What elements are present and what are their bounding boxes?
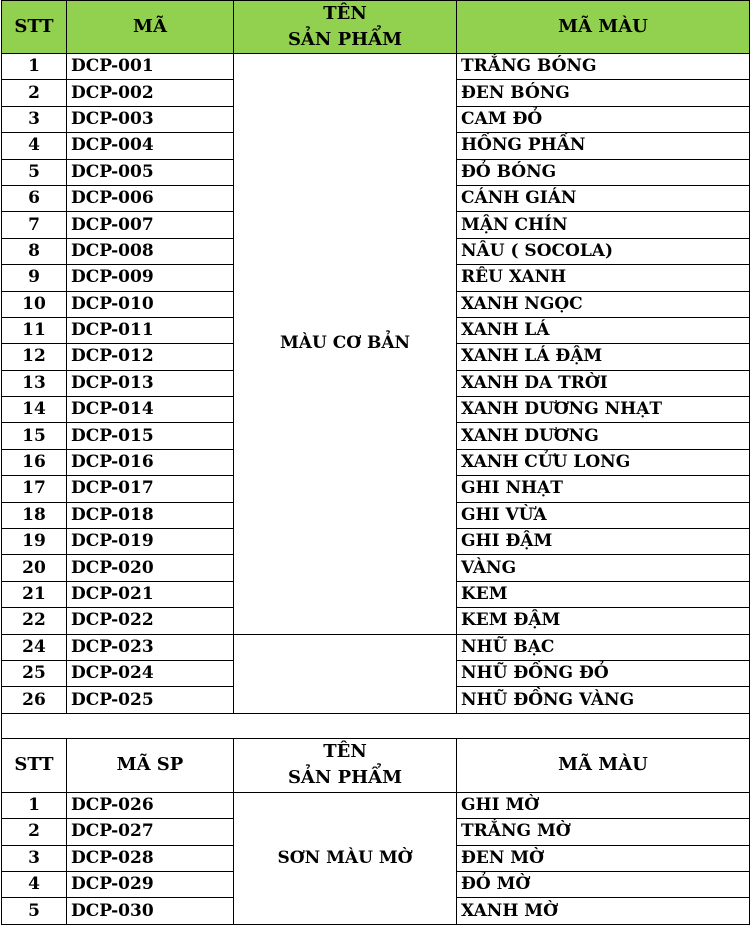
color-code-table	[1, 0, 750, 714]
row-color-name: TRẮNG MỜ	[457, 819, 750, 845]
row-color-name: RÊU XANH	[457, 265, 750, 291]
row-code: DCP-017	[67, 476, 234, 502]
row-stt: 3	[2, 106, 67, 132]
row-color-name: XANH LÁ	[457, 317, 750, 343]
row-code: DCP-013	[67, 370, 234, 396]
row-code: DCP-010	[67, 291, 234, 317]
row-code: DCP-011	[67, 317, 234, 343]
row-stt: 10	[2, 291, 67, 317]
header-product-name-line1: TÊN	[323, 741, 367, 763]
header-color-code: MÃ MÀU	[457, 738, 750, 792]
row-stt: 5	[2, 159, 67, 185]
row-code: DCP-003	[67, 106, 234, 132]
row-code: DCP-027	[67, 819, 234, 845]
spacer-row	[2, 714, 750, 739]
row-code: DCP-008	[67, 238, 234, 264]
row-color-name: TRẮNG BÓNG	[457, 54, 750, 80]
row-color-name: GHI NHẠT	[457, 476, 750, 502]
row-stt: 15	[2, 423, 67, 449]
row-color-name: MẬN CHÍN	[457, 212, 750, 238]
row-color-name: XANH CỬU LONG	[457, 449, 750, 475]
row-code: DCP-022	[67, 608, 234, 634]
row-code: DCP-026	[67, 792, 234, 818]
row-code: DCP-002	[67, 80, 234, 106]
header-stt: STT	[2, 738, 67, 792]
header-product-name	[234, 1, 457, 54]
table-row	[2, 792, 750, 818]
row-stt: 5	[2, 898, 67, 924]
header-product-name-line1: TÊN	[323, 3, 367, 24]
row-stt: 9	[2, 265, 67, 291]
row-stt: 2	[2, 819, 67, 845]
product-name-cell: SƠN MÀU MỜ	[234, 792, 457, 924]
row-stt: 1	[2, 792, 67, 818]
row-code: DCP-019	[67, 529, 234, 555]
product-name-cell	[234, 634, 457, 713]
row-code: DCP-024	[67, 660, 234, 686]
row-stt: 21	[2, 581, 67, 607]
row-stt: 1	[2, 54, 67, 80]
row-stt: 4	[2, 133, 67, 159]
row-stt: 7	[2, 212, 67, 238]
row-stt: 12	[2, 344, 67, 370]
row-code: DCP-007	[67, 212, 234, 238]
header-code: MÃ SP	[67, 738, 234, 792]
row-stt: 13	[2, 370, 67, 396]
row-stt: 6	[2, 185, 67, 211]
row-code: DCP-018	[67, 502, 234, 528]
table-header-row	[2, 738, 750, 792]
row-color-name: NHŨ ĐỒNG VÀNG	[457, 687, 750, 713]
row-stt: 17	[2, 476, 67, 502]
row-color-name: NHŨ ĐỒNG ĐỎ	[457, 660, 750, 686]
row-color-name: GHI VỪA	[457, 502, 750, 528]
row-color-name: HỒNG PHẤN	[457, 133, 750, 159]
header-color-code: MÃ MÀU	[457, 1, 750, 54]
row-stt: 25	[2, 660, 67, 686]
row-code: DCP-030	[67, 898, 234, 924]
row-code: DCP-021	[67, 581, 234, 607]
row-code: DCP-025	[67, 687, 234, 713]
row-code: DCP-020	[67, 555, 234, 581]
row-code: DCP-006	[67, 185, 234, 211]
row-color-name: XANH DA TRỜI	[457, 370, 750, 396]
table-header-row	[2, 1, 750, 54]
row-color-name: XANH MỜ	[457, 898, 750, 924]
header-product-name-line2: SẢN PHẨM	[287, 29, 403, 50]
row-color-name: XANH LÁ ĐẬM	[457, 344, 750, 370]
row-stt: 8	[2, 238, 67, 264]
row-color-name: XANH DƯƠNG	[457, 423, 750, 449]
row-code: DCP-005	[67, 159, 234, 185]
row-color-name: ĐỎ BÓNG	[457, 159, 750, 185]
row-code: DCP-001	[67, 54, 234, 80]
row-code: DCP-004	[67, 133, 234, 159]
row-color-name: KEM ĐẬM	[457, 608, 750, 634]
row-stt: 4	[2, 871, 67, 897]
row-stt: 20	[2, 555, 67, 581]
row-stt: 26	[2, 687, 67, 713]
row-code: DCP-029	[67, 871, 234, 897]
row-stt: 18	[2, 502, 67, 528]
row-stt: 14	[2, 397, 67, 423]
row-code: DCP-028	[67, 845, 234, 871]
row-color-name: NÂU ( SOCOLA)	[457, 238, 750, 264]
row-code: DCP-015	[67, 423, 234, 449]
row-color-name: CÁNH GIÁN	[457, 185, 750, 211]
row-color-name: XANH DƯƠNG NHẠT	[457, 397, 750, 423]
table-row	[2, 634, 750, 660]
row-color-name: CAM ĐỎ	[457, 106, 750, 132]
row-color-name: ĐEN BÓNG	[457, 80, 750, 106]
row-stt: 24	[2, 634, 67, 660]
row-code: DCP-023	[67, 634, 234, 660]
header-product-name-line2: SẢN PHẨM	[287, 767, 403, 789]
product-name-cell: MÀU CƠ BẢN	[234, 54, 457, 635]
header-stt: STT	[2, 1, 67, 54]
row-stt: 22	[2, 608, 67, 634]
row-color-name: GHI ĐẬM	[457, 529, 750, 555]
row-stt: 11	[2, 317, 67, 343]
row-color-name: KEM	[457, 581, 750, 607]
row-color-name: XANH NGỌC	[457, 291, 750, 317]
header-product-name	[234, 738, 457, 792]
row-stt: 16	[2, 449, 67, 475]
row-color-name: NHŨ BẠC	[457, 634, 750, 660]
row-code: DCP-014	[67, 397, 234, 423]
row-color-name: GHI MỜ	[457, 792, 750, 818]
row-code: DCP-016	[67, 449, 234, 475]
row-color-name: ĐEN MỜ	[457, 845, 750, 871]
row-stt: 19	[2, 529, 67, 555]
table-row	[2, 54, 750, 80]
row-code: DCP-012	[67, 344, 234, 370]
matte-paint-table	[1, 714, 750, 925]
row-color-name: VÀNG	[457, 555, 750, 581]
row-color-name: ĐỎ MỜ	[457, 871, 750, 897]
header-code: MÃ	[67, 1, 234, 54]
row-stt: 3	[2, 845, 67, 871]
row-stt: 2	[2, 80, 67, 106]
row-code: DCP-009	[67, 265, 234, 291]
